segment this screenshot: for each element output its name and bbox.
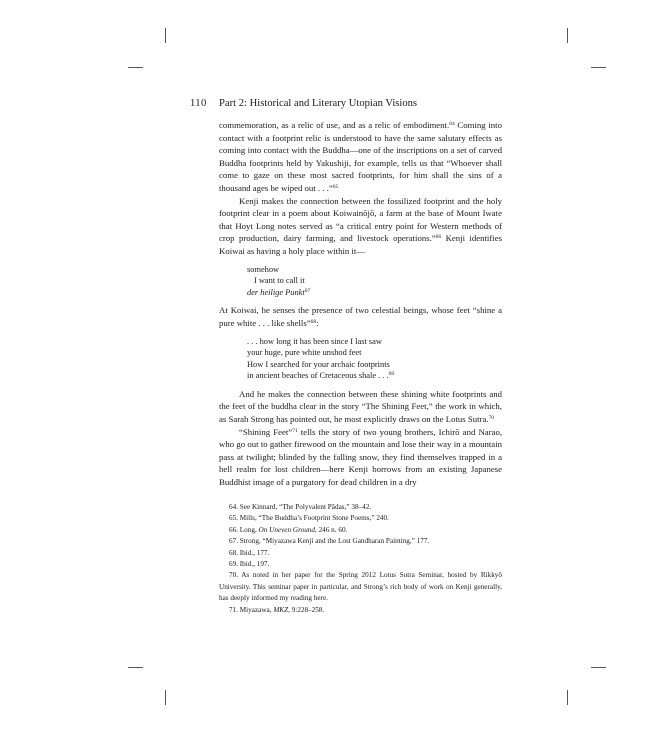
paragraph-5: “Shining Feet”$^{71}$ tells the story of two young brothers, Ichirō and Narao, who go out to gather firewood on the mountain and lose their way in a mountain pass at twilight; blinded by the falling snow, they find themselves trapped in a hell realm for lost children—here Kenji borrows from an existing Japanese Buddhist image of a purgatory for dead children in a dry [219,426,503,488]
running-title: Part 2: Historical and Literary Utopian Visions [219,98,418,109]
crop-mark-right-bottom [591,667,606,668]
crop-mark-bottom-left [165,690,166,705]
paragraph-2: Kenji makes the connection between the fossilized footprint and the holy footprint clear in a poem about Koiwainōjō, a farm at the base of Mount Iwate that Hoyt Long notes served as “a critical entry point for Western methods of crop production, dairy farming, and livestock operations.”$^{66}$ Kenji identifies Koiwai as having a holy place within it— [219,195,502,256]
running-header [190,98,502,112]
footnote-ref-64: 64 [449,121,455,127]
poem-line: der heilige Punkt$^{67}$ [247,287,311,297]
footnote-ref-67: 67 [304,287,311,294]
paragraph-1: commemoration, as a relic of use, and as a relic of embodiment.$^{64}$ Coming into contact with a footprint relic is understood to have the same salutary effects as coming into contact with the Buddha—one of the inscriptions on a set of carved Buddha footprints held by Yakushiji, for example, tells us that “Whoever shall come to gaze on these most sacred footprints, for him shall the sins of a thousand ages be wiped out . . .”$^{65}$ [219,120,502,193]
footnotes [219,502,502,616]
crop-mark-bottom-right [567,690,568,705]
page-number: 110 [190,98,207,109]
footnote-71: 71. Miyazawa, MKZ, 9:228–258. [229,605,325,614]
footnote-67: 67. Strong, “Miyazawa Kenji and the Lost Gandharan Painting,” 177. [229,537,430,546]
footnote-64: 64. See Kinnard, “The Polyvalent Pādas,” 38–42. [229,503,372,511]
footnote-68: 68. Ibid., 177. [229,548,270,557]
crop-mark-top-left [165,28,166,43]
footnote-66: 66. Long, On Uneven Ground, 246 n. 60. [229,525,348,534]
poem-excerpt-1 [219,264,502,299]
crop-mark-left-bottom [128,667,143,668]
footnote-ref-69: 69 [388,371,395,378]
crop-mark-left-top [128,67,143,68]
footnote-69: 69. Ibid., 197. [229,560,270,569]
poem-line: somehow [247,264,280,274]
footnote-ref-66: 66 [435,234,442,241]
poem-line: your huge, pure white unshod feet [247,348,362,358]
paragraph-3: At Koiwai, he senses the presence of two celestial beings, whose feet “shine a pure white . . . like shells”$^{68}$: [219,305,502,328]
body-text [219,119,502,489]
poem-line: How I searched for your archaic footprints [247,359,390,369]
poem-line: . . . how long it has been since I last saw [247,336,382,346]
paragraph-4: And he makes the connection between these shining white footprints and the feet of the buddha clear in the story “The Shining Feet,” the work in which, as Sarah Strong has pointed out, he most explicitly draws on the Lotus Sutra.$^{70}$ [219,388,502,425]
footnote-70: 70. As noted in her paper for the Spring 2012 Lotus Sutra Seminar, hosted by Rikkyō University. This seminar paper in particular, and Strong’s rich body of work on Kenji generally, has deeply informed my reading here. [219,571,502,603]
footnote-ref-68: 68 [310,318,317,325]
poem-line: in ancient beaches of Cretaceous shale . . .$^{69}$ [247,371,395,381]
footnote-ref-65: 65 [332,183,339,190]
crop-mark-top-right [567,28,568,43]
footnote-ref-70: 70 [488,415,495,422]
footnote-65: 65. Mills, “The Buddha’s Footprint Stone Poems,” 240. [229,514,389,523]
poem-excerpt-2 [219,336,502,382]
poem-line: I want to call it [254,276,305,286]
footnote-ref-71: 71 [292,427,298,434]
crop-mark-right-top [591,67,606,68]
